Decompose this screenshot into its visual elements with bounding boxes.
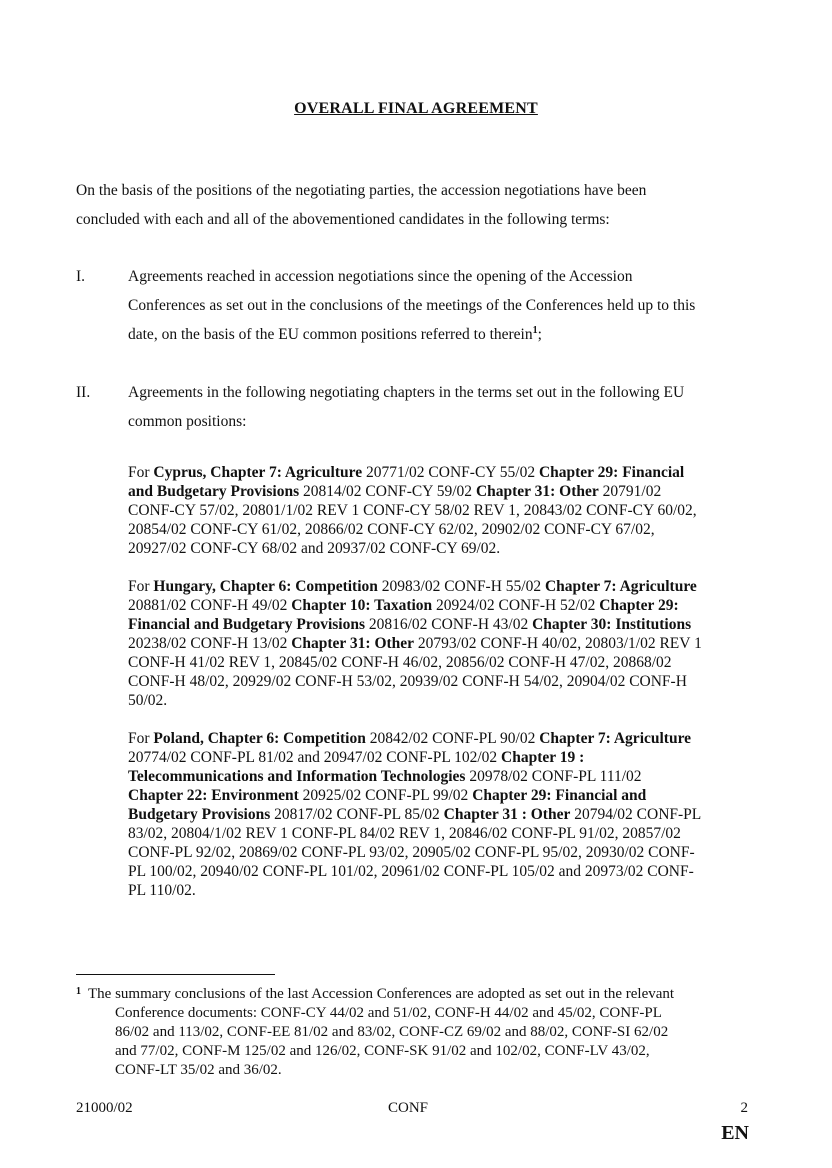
poland-paragraph — [128, 729, 754, 900]
item-line: common positions: — [128, 413, 247, 430]
block-line: CONF-PL 92/02, 20869/02 CONF-PL 93/02, 20905/02 CONF-PL 95/02, 20930/02 CONF- — [128, 844, 695, 861]
footer-doc-number: 21000/02 — [76, 1100, 133, 1116]
block-line: CONF-CY 57/02, 20801/1/02 REV 1 CONF-CY 58/02 REV 1, 20843/02 CONF-CY 60/02, — [128, 502, 697, 519]
block-line: CONF-H 48/02, 20929/02 CONF-H 53/02, 20939/02 CONF-H 54/02, 20904/02 CONF-H — [128, 673, 687, 690]
hungary-paragraph — [128, 577, 754, 710]
chapter-label: Chapter 31: Other — [475, 483, 599, 500]
country-name: Poland — [153, 730, 200, 747]
intro-line: concluded with each and all of the abovementioned candidates in the following terms: — [76, 211, 610, 228]
item-line: Agreements in the following negotiating chapters in the terms set out in the following EU — [128, 384, 685, 401]
block-line — [128, 729, 754, 748]
item-i — [76, 262, 766, 349]
page-number: 2 — [740, 1100, 748, 1116]
block-line: 20854/02 CONF-CY 61/02, 20866/02 CONF-CY 62/02, 20902/02 CONF-CY 67/02, — [128, 521, 655, 538]
footnote-divider — [76, 974, 275, 975]
footnote-line: Conference documents: CONF-CY 44/02 and 51/02, CONF-H 44/02 and 45/02, CONF-PL — [115, 1005, 662, 1021]
chapter-label: Chapter 31 : Other — [443, 806, 571, 823]
chapter-label: Chapter 30: Institutions — [532, 616, 692, 633]
text: 20978/02 CONF-PL 111/02 — [465, 768, 642, 785]
chapter-label: Chapter 29: — [599, 597, 679, 614]
chapter-label: Chapter 29: Financial — [538, 464, 685, 481]
chapter-label: Financial and Budgetary Provisions — [128, 616, 365, 633]
chapter-label: and Budgetary Provisions — [128, 483, 300, 500]
text: , — [202, 464, 211, 481]
text: 20924/02 CONF-H 52/02 — [432, 597, 600, 614]
block-line — [128, 615, 754, 634]
block-line — [128, 482, 754, 501]
block-line: 20927/02 CONF-CY 68/02 and 20937/02 CONF-CY 69/02. — [128, 540, 501, 557]
page-title: OVERALL FINAL AGREEMENT — [294, 100, 538, 117]
block-line: PL 100/02, 20940/02 CONF-PL 101/02, 20961/02 CONF-PL 105/02 and 20973/02 CONF- — [128, 863, 694, 880]
text: 20771/02 CONF-CY 55/02 — [362, 464, 539, 481]
footnote-reference[interactable]: 1 — [532, 324, 538, 336]
chapter-label: Chapter 6: Competition — [207, 730, 366, 747]
block-line: 83/02, 20804/1/02 REV 1 CONF-PL 84/02 REV 1, 20846/02 CONF-PL 91/02, 20857/02 — [128, 825, 681, 842]
footnote-line: The summary conclusions of the last Accession Conferences are adopted as set out in the relevant — [88, 986, 675, 1002]
text: 20925/02 CONF-PL 99/02 — [298, 787, 473, 804]
text: For — [128, 464, 154, 481]
text: 20793/02 CONF-H 40/02, 20803/1/02 REV 1 — [414, 635, 702, 652]
chapter-label: Chapter 10: Taxation — [291, 597, 433, 614]
cyprus-paragraph — [128, 463, 754, 558]
text: 20774/02 CONF-PL 81/02 and 20947/02 CONF-PL 102/02 — [128, 749, 502, 766]
block-line — [128, 786, 754, 805]
text: , — [212, 578, 220, 595]
item-line: Conferences as set out in the conclusions of the meetings of the Conferences held up to this — [128, 297, 696, 314]
country-name: Hungary — [153, 578, 212, 595]
item-line-end: ; — [537, 326, 542, 343]
block-line: PL 110/02. — [128, 882, 196, 899]
item-line-text: date, on the basis of the EU common positions referred to therein — [128, 326, 533, 343]
country-name: Cyprus — [153, 464, 203, 481]
chapter-label: Chapter 6: Competition — [219, 578, 378, 595]
chapter-label: Budgetary Provisions — [128, 806, 271, 823]
chapter-label: Chapter 7: Agriculture — [210, 464, 363, 481]
footnote-line: 86/02 and 113/02, CONF-EE 81/02 and 83/02, CONF-CZ 69/02 and 88/02, CONF-SI 62/02 — [115, 1024, 669, 1040]
item-line — [128, 320, 766, 349]
block-line: 50/02. — [128, 692, 168, 709]
block-line — [128, 805, 754, 824]
chapter-label: Chapter 29: Financial and — [472, 787, 647, 804]
chapter-label: Telecommunications and Information Technologies — [128, 768, 466, 785]
block-line — [128, 577, 754, 596]
item-number: II. — [76, 384, 91, 401]
footnote-line: and 77/02, CONF-M 125/02 and 126/02, CONF-SK 91/02 and 102/02, CONF-LV 43/02, — [115, 1043, 650, 1059]
block-line — [128, 634, 754, 653]
text: 20794/02 CONF-PL — [570, 806, 702, 823]
text: 20238/02 CONF-H 13/02 — [128, 635, 292, 652]
block-line — [128, 748, 754, 767]
text: , — [199, 730, 208, 747]
block-line — [128, 463, 754, 482]
intro-line: On the basis of the positions of the negotiating parties, the accession negotiations have been — [76, 182, 647, 199]
chapter-label: Chapter 19 : — [501, 749, 585, 766]
chapter-label: Chapter 7: Agriculture — [544, 578, 697, 595]
footnote-line: CONF-LT 35/02 and 36/02. — [115, 1062, 282, 1078]
text: 20816/02 CONF-H 43/02 — [365, 616, 533, 633]
text: For — [128, 730, 154, 747]
chapter-label: Chapter 7: Agriculture — [539, 730, 692, 747]
text: 20817/02 CONF-PL 85/02 — [270, 806, 444, 823]
text: For — [128, 578, 154, 595]
block-line — [128, 767, 754, 786]
block-line: CONF-H 41/02 REV 1, 20845/02 CONF-H 46/02, 20856/02 CONF-H 47/02, 20868/02 — [128, 654, 672, 671]
text: 20791/02 — [598, 483, 662, 500]
item-line: Agreements reached in accession negotiations since the opening of the Accession — [128, 268, 633, 285]
item-text — [128, 262, 766, 349]
chapter-label: Chapter 22: Environment — [128, 787, 299, 804]
item-text — [128, 378, 766, 436]
text: 20814/02 CONF-CY 59/02 — [299, 483, 476, 500]
chapter-label: Chapter 31: Other — [291, 635, 415, 652]
item-ii — [76, 378, 766, 436]
footer-center-label: CONF — [388, 1100, 429, 1116]
text: 20983/02 CONF-H 55/02 — [377, 578, 545, 595]
footnote-mark: 1 — [76, 986, 81, 997]
block-line — [128, 596, 754, 615]
footnote — [76, 985, 766, 1080]
language-code: EN — [721, 1122, 749, 1144]
text: 20842/02 CONF-PL 90/02 — [365, 730, 540, 747]
intro-paragraph — [76, 176, 766, 234]
item-number: I. — [76, 268, 86, 285]
text: 20881/02 CONF-H 49/02 — [128, 597, 292, 614]
